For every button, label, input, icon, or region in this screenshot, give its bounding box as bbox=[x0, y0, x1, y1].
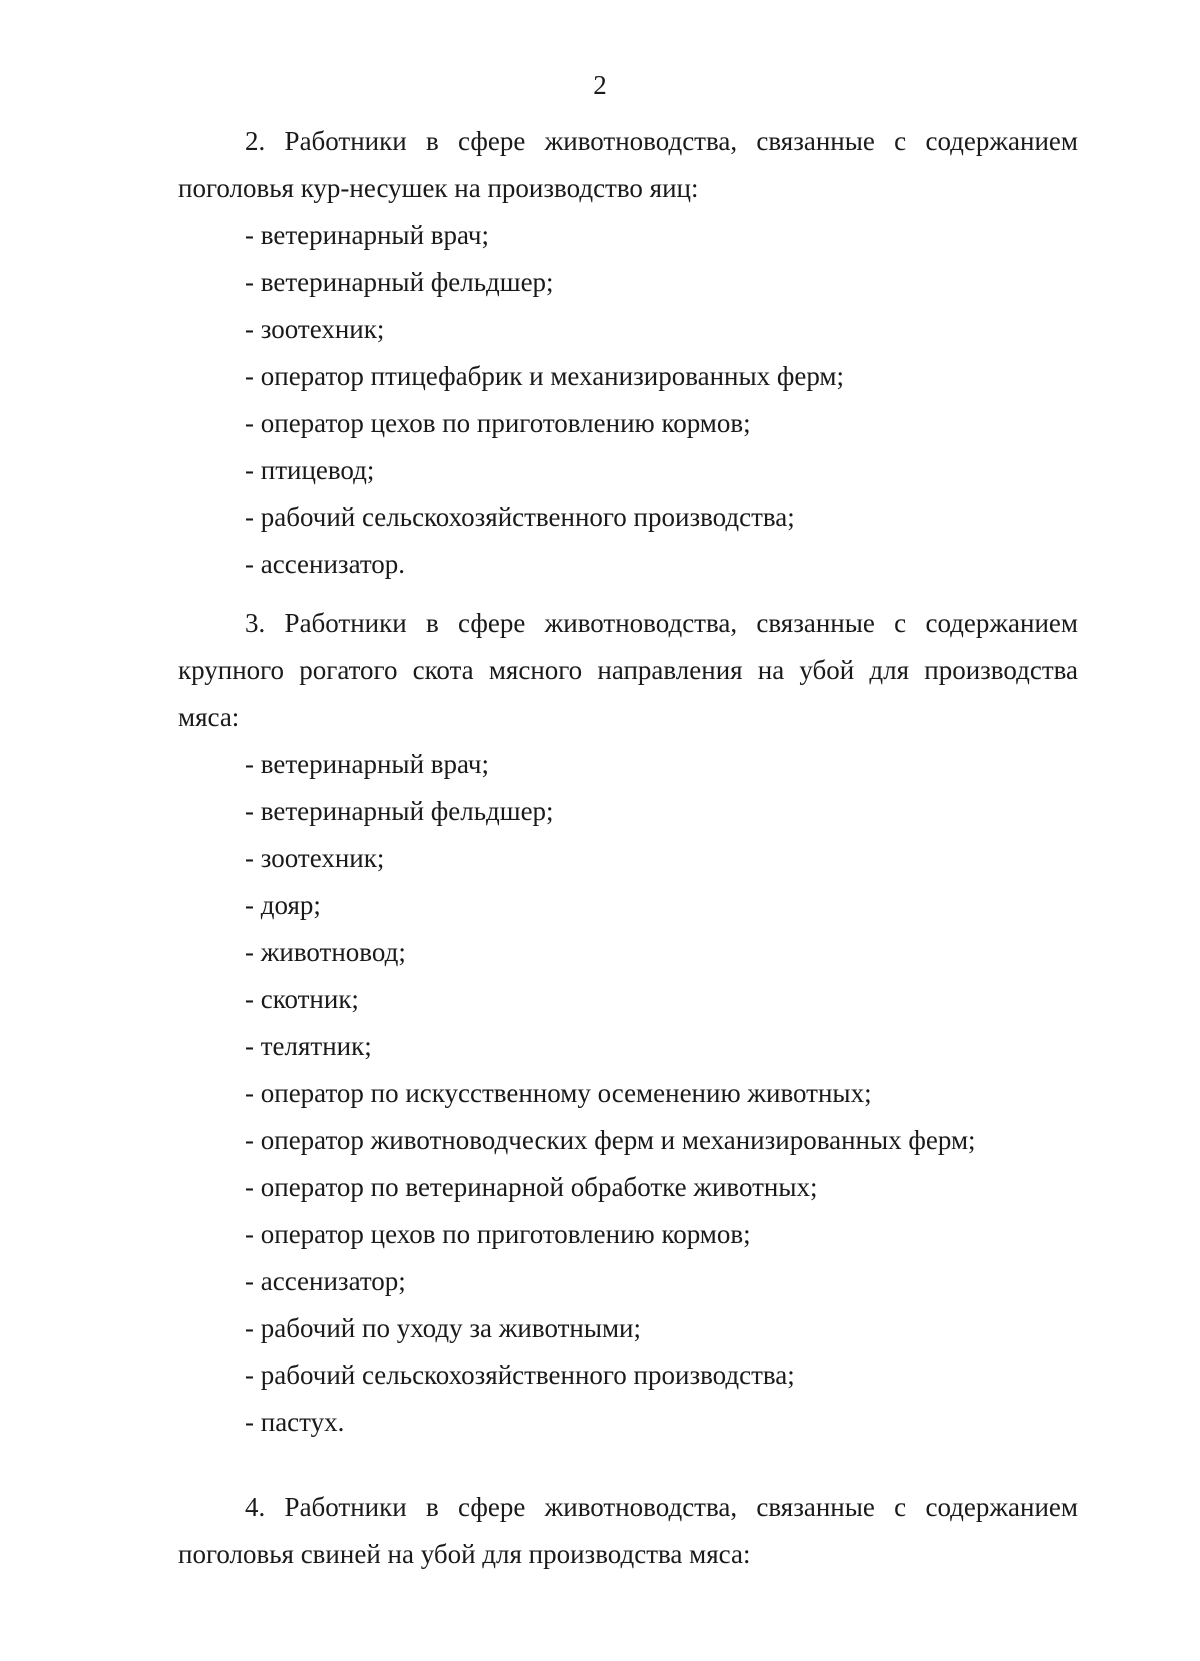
section-3-heading: 3. Работники в сфере животноводства, связанные с содержанием крупного рогатого скота мясного направления на убой для производства мяса: bbox=[178, 608, 1078, 732]
section-3-list bbox=[178, 741, 1078, 1446]
list-item: - ветеринарный фельдшер; bbox=[245, 796, 554, 826]
section-4-heading: 4. Работники в сфере животноводства, связанные с содержанием поголовья свиней на убой для производства мяса: bbox=[178, 1492, 1078, 1569]
list-item: - животновод; bbox=[245, 937, 406, 967]
list-item: - рабочий сельскохозяйственного производства; bbox=[245, 1360, 795, 1390]
list-item: - пастух. bbox=[245, 1407, 345, 1437]
list-item: - оператор по искусственному осеменению животных; bbox=[245, 1078, 872, 1108]
list-item: - ветеринарный врач; bbox=[245, 220, 490, 250]
list-item: - скотник; bbox=[245, 984, 359, 1014]
list-item: - ассенизатор; bbox=[245, 1266, 406, 1296]
list-item: - ветеринарный врач; bbox=[245, 749, 490, 779]
list-item: - ассенизатор. bbox=[245, 549, 406, 579]
list-item: - телятник; bbox=[245, 1031, 372, 1061]
section-2 bbox=[178, 118, 1078, 588]
list-item: - зоотехник; bbox=[245, 314, 385, 344]
list-item: - оператор цехов по приготовлению кормов; bbox=[245, 408, 751, 438]
section-2-list bbox=[178, 212, 1078, 588]
section-4 bbox=[178, 1484, 1078, 1578]
list-item: - рабочий по уходу за животными; bbox=[245, 1313, 642, 1343]
section-3 bbox=[178, 600, 1078, 1446]
list-item: - оператор животноводческих ферм и механизированных ферм; bbox=[245, 1125, 976, 1155]
list-item: - ветеринарный фельдшер; bbox=[245, 267, 554, 297]
list-item: - оператор по ветеринарной обработке животных; bbox=[245, 1172, 818, 1202]
list-item: - птицевод; bbox=[245, 455, 375, 485]
list-item: - оператор цехов по приготовлению кормов; bbox=[245, 1219, 751, 1249]
list-item: - рабочий сельскохозяйственного производства; bbox=[245, 502, 795, 532]
list-item: - оператор птицефабрик и механизированных ферм; bbox=[245, 361, 845, 391]
list-item: - зоотехник; bbox=[245, 843, 385, 873]
page-number: 2 bbox=[593, 70, 607, 100]
section-2-heading: 2. Работники в сфере животноводства, связанные с содержанием поголовья кур-несушек на производство яиц: bbox=[178, 126, 1078, 203]
list-item: - дояр; bbox=[245, 890, 321, 920]
